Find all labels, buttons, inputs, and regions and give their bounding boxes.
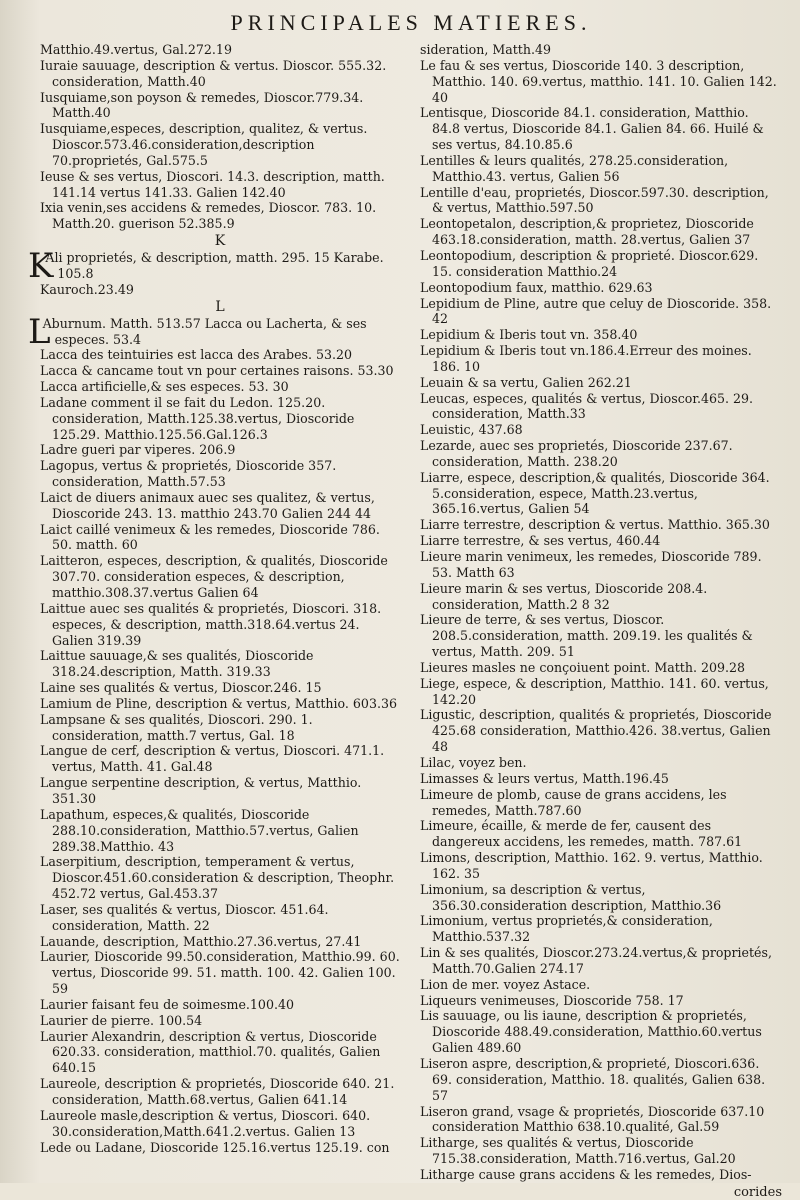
index-entry: Ieuse & ses vertus, Dioscori. 14.3. description, matth. 141.14 vertus 141.33. Galien 142.40 bbox=[40, 168, 385, 200]
index-entry: Ixia venin,ses accidens & remedes, Dioscor. 783. 10. Matth.20. guerison 52.385.9 bbox=[40, 200, 377, 232]
index-entry: Laittue auec ses qualités & proprietés, Dioscori. 318. especes, & description, matth.318.64.vertus 24. Galien 319.39 bbox=[40, 600, 382, 648]
index-entry: Lepidium de Pline, autre que celuy de Dioscoride. 358. 42 bbox=[420, 295, 772, 327]
catchword: corides bbox=[733, 1184, 782, 1200]
index-entry: Lieures masles ne conçoiuent point. Matth. 209.28 bbox=[420, 659, 746, 675]
index-entry: Lieure de terre, & ses vertus, Dioscor. 208.5.consideration, matth. 209.19. les qualités & vertus, Matth. 209. 51 bbox=[420, 612, 753, 660]
index-entry: Laurier faisant feu de soimesme.100.40 bbox=[40, 996, 294, 1012]
index-entry: Limonium, vertus proprietés,& consideration, Matthio.537.32 bbox=[420, 913, 713, 945]
index-entry: Laict de diuers animaux auec ses qualitez, & vertus, Dioscoride 243. 13. matthio 243.70 Galien 244 44 bbox=[40, 489, 375, 521]
index-entry: Laurier de pierre. 100.54 bbox=[40, 1012, 203, 1028]
index-entry: Le fau & ses vertus, Dioscoride 140. 3 description, Matthio. 140. 69.vertus, matthio. 141. 10. Galien 142. 40 bbox=[420, 57, 777, 105]
left-column bbox=[28, 42, 400, 1183]
index-entry: Laserpitium, description, temperament & vertus, Dioscor.451.60.consideration & description, Theophr. 452.72 vertus, Gal.453.37 bbox=[40, 854, 395, 902]
section-letter: L bbox=[215, 298, 225, 315]
index-entry: Liege, espece, & description, Matthio. 141. 60. vertus, 142.20 bbox=[420, 675, 769, 707]
index-entry: Ladre gueri par viperes. 206.9 bbox=[40, 442, 236, 458]
index-entry: Liqueurs venimeuses, Dioscoride 758. 17 bbox=[420, 992, 684, 1008]
index-entry: Limasses & leurs vertus, Matth.196.45 bbox=[420, 770, 669, 786]
drop-cap: L bbox=[28, 311, 51, 352]
index-entry: Liseron aspre, description,& proprieté, Dioscori.636. 69. consideration, Matthio. 18. qualités, Galien 638. 57 bbox=[420, 1056, 766, 1103]
index-entry: Laine ses qualités & vertus, Dioscor.246. 15 bbox=[40, 680, 322, 696]
index-entry: Liseron grand, vsage & proprietés, Dioscoride 637.10 consideration Matthio 638.10.qualité, Gal.59 bbox=[420, 1103, 765, 1135]
index-entry: Iuraie sauuage, description & vertus. Dioscor. 555.32. consideration, Matth.40 bbox=[40, 57, 387, 89]
index-entry: Lacca & cancame tout vn pour certaines raisons. 53.30 bbox=[40, 363, 394, 379]
entry-text: Aburnum. Matth. 513.57 Lacca ou Lacherta, & ses especes. 53.4 bbox=[42, 315, 367, 347]
index-entry: Lauande, description, Matthio.27.36.vertus, 27.41 bbox=[40, 933, 362, 949]
index-entry: Iusquiame,son poyson & remedes, Dioscor.779.34. Matth.40 bbox=[40, 89, 364, 121]
index-entry: Laureole masle,description & vertus, Dioscori. 640. 30.consideration,Matth.641.2.vertus. Galien 13 bbox=[40, 1107, 371, 1139]
index-entry: Iusquiame,especes, description, qualitez, & vertus. Dioscor.573.46.consideration,description 70.proprietés, Gal.575.5 bbox=[40, 121, 368, 168]
index-entry: Limeure, écaille, & merde de fer, causent des dangereux accidens, les remedes, matth. 787.61 bbox=[420, 818, 743, 850]
index-entry: Lin & ses qualités, Dioscor.273.24.vertus,& proprietés, Matth.70.Galien 274.17 bbox=[420, 945, 772, 976]
index-entry: Lepidium & Iberis tout vn. 358.40 bbox=[420, 327, 638, 343]
index-entry: Laitteron, especes, description, & qualités, Dioscoride 307.70. consideration especes, & description, matthio.308.37.vertus Galien 64 bbox=[40, 553, 388, 600]
index-entry: Liarre, espece, description,& qualités, Dioscoride 364. 5.consideration, espece, Matth.23.vertus, 365.16.vertus, Galien 54 bbox=[420, 469, 770, 517]
index-entry: Leuain & sa vertu, Galien 262.21 bbox=[420, 374, 632, 390]
index-entry: Leontopodium, description & proprieté. Dioscor.629. 15. consideration Matthio.24 bbox=[420, 247, 759, 279]
index-entry: Lion de mer. voyez Astace. bbox=[420, 976, 591, 992]
index-entry bbox=[28, 246, 400, 287]
index-entry: Limeure de plomb, cause de grans accidens, les remedes, Matth.787.60 bbox=[420, 786, 727, 818]
index-entry: Lezarde, auec ses proprietés, Dioscoride 237.67. consideration, Matth. 238.20 bbox=[420, 438, 733, 469]
index-entry: Lentilles & leurs qualités, 278.25.consideration, Matthio.43. vertus, Galien 56 bbox=[420, 152, 729, 184]
index-entry: Ladane comment il se fait du Ledon. 125.20. consideration, Matth.125.38.vertus, Dioscoride 125.29. Matthio.125.56.Gal.126.3 bbox=[40, 394, 355, 442]
right-column bbox=[420, 42, 780, 1183]
index-entry: Lilac, voyez ben. bbox=[420, 754, 527, 770]
index-entry: Laurier, Dioscoride 99.50.consideration, Matthio.99. 60. vertus, Dioscoride 99. 51. matth. 100. 42. Galien 100. 59 bbox=[40, 949, 400, 997]
index-entry: Laurier Alexandrin, description & vertus, Dioscoride 620.33. consideration, matthiol.70. qualités, Galien 640.15 bbox=[40, 1028, 381, 1076]
index-entry: sideration, Matth.49 bbox=[420, 42, 551, 57]
index-entry: Matthio.49.vertus, Gal.272.19 bbox=[40, 42, 232, 57]
index-entry: Laser, ses qualités & vertus, Dioscor. 451.64. consideration, Matth. 22 bbox=[40, 901, 329, 933]
index-entry: Laict caillé venimeux & les remedes, Dioscoride 786. 50. matth. 60 bbox=[40, 521, 380, 553]
index-entry: Langue de cerf, description & vertus, Dioscori. 471.1. vertus, Matth. 41. Gal.48 bbox=[40, 743, 385, 775]
index-entry: Leontopodium faux, matthio. 629.63 bbox=[420, 279, 653, 295]
index-entry: Leontopetalon, description,& proprietez, Dioscoride 463.18.consideration, matth. 28.vertus, Galien 37 bbox=[420, 216, 754, 248]
index-entry: Lieure marin & ses vertus, Dioscoride 208.4. consideration, Matth.2 8 32 bbox=[420, 580, 708, 612]
index-entry: Litharge, ses qualités & vertus, Dioscoride 715.38.consideration, Matth.716.vertus, Gal.20 bbox=[420, 1135, 736, 1167]
index-entry: Lampsane & ses qualités, Dioscori. 290. 1. consideration, matth.7 vertus, Gal. 18 bbox=[40, 711, 313, 743]
index-entry: Langue serpentine description, & vertus, Matthio. 351.30 bbox=[40, 775, 362, 806]
index-entry: Lieure marin venimeux, les remedes, Dioscoride 789. 53. Matth 63 bbox=[420, 549, 762, 580]
index-entry: Lacca artificielle,& ses especes. 53. 30 bbox=[40, 379, 289, 395]
index-columns bbox=[28, 42, 782, 1183]
index-entry: Limons, description, Matthio. 162. 9. vertus, Matthio. 162. 35 bbox=[420, 850, 763, 881]
index-entry bbox=[28, 311, 400, 352]
index-entry: Ligustic, description, qualités & proprietés, Dioscoride 425.68 consideration, Matthio.426. 38.vertus, Galien 48 bbox=[420, 707, 772, 755]
section-letter: K bbox=[214, 233, 226, 250]
index-entry: Liarre terrestre, & ses vertus, 460.44 bbox=[420, 533, 661, 549]
index-entry: Liarre terrestre, description & vertus. Matthio. 365.30 bbox=[420, 517, 770, 533]
index-entry: Lis sauuage, ou lis iaune, description & proprietés, Dioscoride 488.49.consideration, Matthio.60.vertus Galien 489.60 bbox=[420, 1008, 762, 1056]
index-entry: Kauroch.23.49 bbox=[40, 281, 134, 297]
index-entry: Laittue sauuage,& ses qualités, Dioscoride 318.24.description, Matth. 319.33 bbox=[40, 648, 314, 680]
index-entry: Laureole, description & proprietés, Dioscoride 640. 21. consideration, Matth.68.vertus, Galien 641.14 bbox=[40, 1076, 395, 1107]
index-entry: Lamium de Pline, description & vertus, Matthio. 603.36 bbox=[40, 695, 397, 711]
index-entry: Lentisque, Dioscoride 84.1. consideration, Matthio. 84.8 vertus, Dioscoride 84.1. Galien 84. 66. Huilé & ses vertus, 84.10.85.6 bbox=[420, 105, 764, 153]
page-header: PRINCIPALES MATIERES. bbox=[230, 10, 592, 35]
index-entry: Lepidium & Iberis tout vn.186.4.Erreur des moines. 186. 10 bbox=[420, 343, 752, 374]
index-entry: Lacca des teintuiries est lacca des Arabes. 53.20 bbox=[40, 347, 353, 363]
index-entry: Lapathum, especes,& qualités, Dioscoride 288.10.consideration, Matthio.57.vertus, Galien 289.38.Matthio. 43 bbox=[40, 806, 359, 854]
index-entry: Lentille d'eau, proprietés, Dioscor.597.30. description, & vertus, Matthio.597.50 bbox=[420, 184, 769, 216]
index-entry: Leuistic, 437.68 bbox=[420, 422, 523, 438]
index-entry: Litharge cause grans accidens & les remedes, Dios- bbox=[420, 1166, 752, 1182]
index-entry: Limonium, sa description & vertus, 356.30.consideration description, Matthio.36 bbox=[420, 881, 722, 913]
index-entry: Lede ou Ladane, Dioscoride 125.16.vertus 125.19. con bbox=[40, 1139, 390, 1155]
entry-text: Ali proprietés, & description, matth. 295. 15 Karabe. 105.8 bbox=[45, 250, 384, 281]
index-entry: Leucas, especes, qualités & vertus, Dioscor.465. 29. consideration, Matth.33 bbox=[420, 390, 754, 422]
drop-cap: K bbox=[28, 246, 54, 287]
index-entry: Lagopus, vertus & proprietés, Dioscoride 357. consideration, Matth.57.53 bbox=[40, 458, 337, 490]
